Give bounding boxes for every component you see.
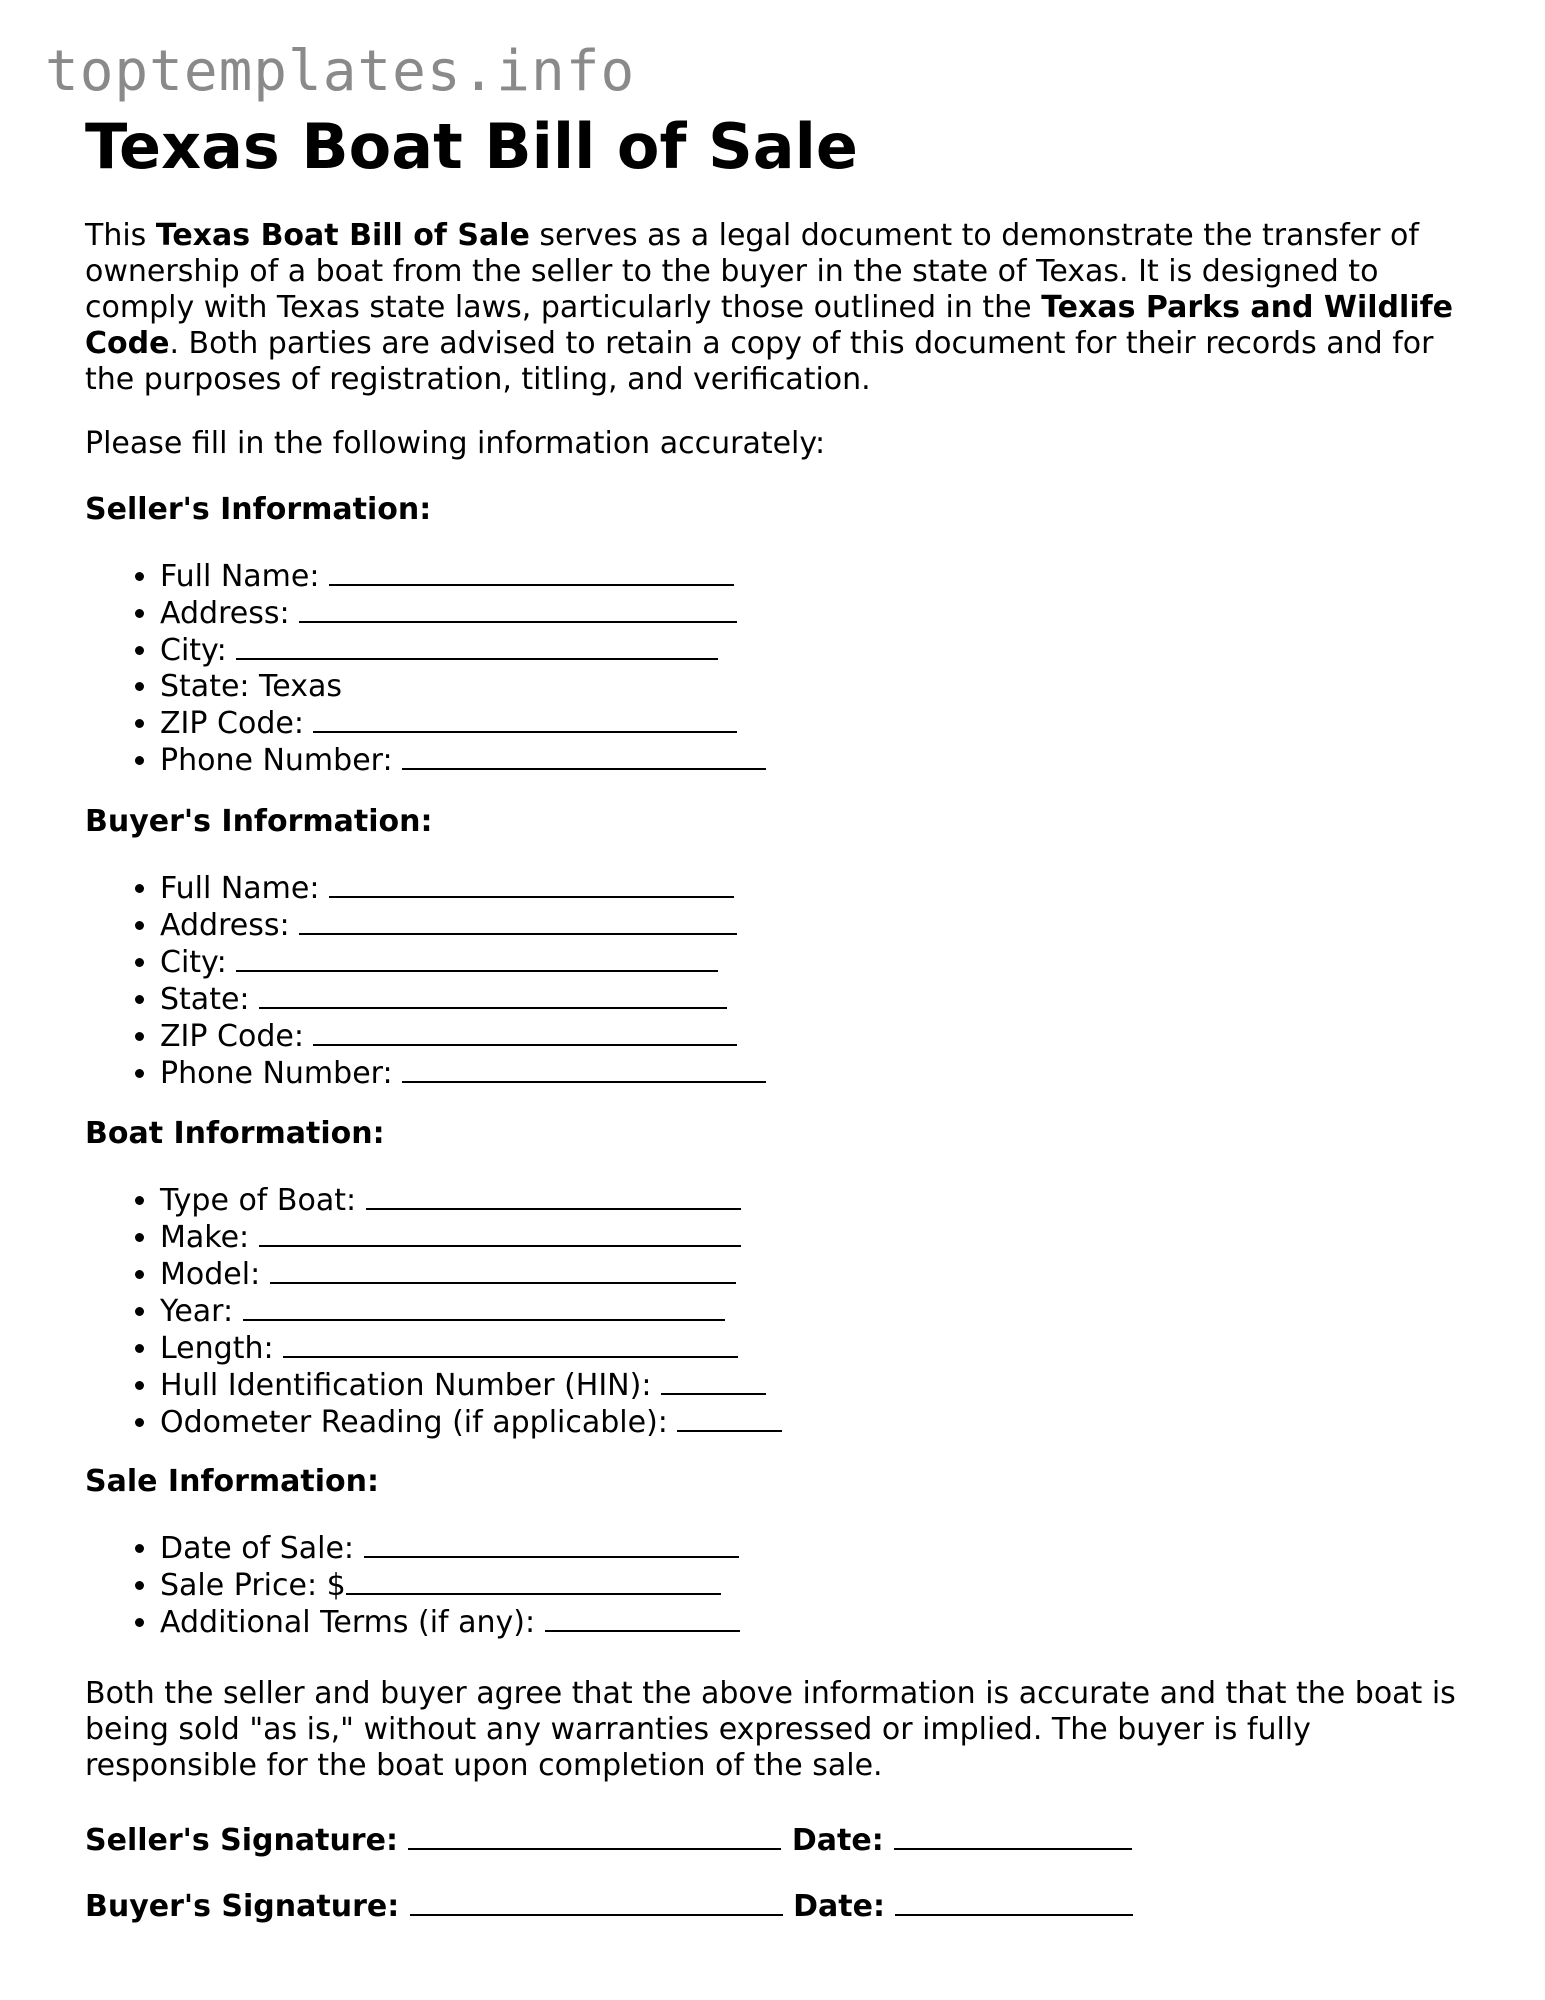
sale-price-field[interactable] — [346, 1567, 721, 1595]
seller-state-item — [160, 669, 1540, 705]
buyer-address-item — [160, 907, 1540, 944]
boat-type-item — [160, 1182, 1540, 1219]
seller-heading: Seller's Information: — [85, 492, 432, 527]
sale-price-item — [160, 1567, 1540, 1604]
buyer-phone-item — [160, 1055, 1540, 1092]
buyer-address-field[interactable] — [299, 907, 737, 935]
seller-date-field[interactable] — [894, 1822, 1132, 1850]
boat-length-item — [160, 1330, 1540, 1367]
field-label: Model: — [160, 1257, 261, 1292]
agreement-paragraph: Both the seller and buyer agree that the above information is accurate and that the boat is being sold "as is," without any warranties expressed or implied. The buyer is fully responsible for the boat upon completion of the sale. — [85, 1676, 1456, 1783]
buyer-date-label: Date: — [793, 1889, 885, 1924]
seller-full-name-field[interactable] — [329, 558, 734, 586]
sale-heading: Sale Information: — [85, 1464, 379, 1499]
document-body — [85, 110, 1465, 1924]
seller-city-item — [160, 632, 1540, 669]
sale-field-list — [85, 1530, 1540, 1641]
field-label: Address: — [160, 596, 290, 631]
seller-full-name-item — [160, 558, 1540, 595]
boat-odometer-field[interactable] — [677, 1404, 782, 1432]
intro-bold-1: Texas Boat Bill of Sale — [155, 218, 530, 253]
buyer-signature-field[interactable] — [410, 1888, 783, 1916]
buyer-state-item — [160, 981, 1540, 1018]
field-label: Length: — [160, 1331, 274, 1366]
field-label: ZIP Code: — [160, 1019, 304, 1054]
field-label: Phone Number: — [160, 1056, 393, 1091]
boat-odometer-item — [160, 1404, 1540, 1441]
buyer-zip-field[interactable] — [313, 1018, 737, 1046]
field-label: Hull Identification Number (HIN): — [160, 1368, 652, 1403]
seller-signature-label: Seller's Signature: — [85, 1823, 398, 1858]
field-label: City: — [160, 945, 227, 980]
intro-text-1: This — [85, 218, 156, 253]
field-label: Date of Sale: — [160, 1531, 355, 1566]
buyer-zip-item — [160, 1018, 1540, 1055]
field-label: State: — [160, 982, 250, 1017]
buyer-full-name-field[interactable] — [329, 870, 734, 898]
buyer-signature-row — [85, 1888, 1465, 1925]
sale-terms-item — [160, 1604, 1540, 1641]
buyer-signature-label: Buyer's Signature: — [85, 1889, 400, 1924]
field-label: Address: — [160, 908, 290, 943]
seller-signature-field[interactable] — [408, 1822, 781, 1850]
seller-zip-field[interactable] — [313, 705, 737, 733]
seller-date-label: Date: — [791, 1823, 884, 1858]
buyer-field-list — [85, 870, 1540, 1092]
field-label: Full Name: — [160, 871, 320, 906]
field-label: Full Name: — [160, 559, 320, 594]
seller-zip-item — [160, 705, 1540, 742]
boat-hin-item — [160, 1367, 1540, 1404]
seller-address-field[interactable] — [299, 595, 737, 623]
intro-bold-2: Texas Parks and Wildlife Code — [85, 290, 1453, 361]
boat-hin-field[interactable] — [661, 1367, 766, 1395]
field-label: Phone Number: — [160, 743, 393, 778]
field-label: Year: — [160, 1294, 234, 1329]
buyer-state-field[interactable] — [259, 981, 727, 1009]
sale-date-item — [160, 1530, 1540, 1567]
boat-type-field[interactable] — [366, 1182, 741, 1210]
sale-terms-field[interactable] — [545, 1604, 740, 1632]
buyer-heading: Buyer's Information: — [85, 804, 433, 839]
buyer-full-name-item — [160, 870, 1540, 907]
boat-length-field[interactable] — [283, 1330, 738, 1358]
watermark: toptemplates.info — [45, 39, 636, 104]
seller-address-item — [160, 595, 1540, 632]
field-label: Type of Boat: — [160, 1183, 357, 1218]
seller-city-field[interactable] — [236, 632, 718, 660]
seller-phone-field[interactable] — [402, 742, 766, 770]
boat-year-field[interactable] — [243, 1293, 725, 1321]
boat-make-field[interactable] — [259, 1219, 741, 1247]
buyer-phone-field[interactable] — [402, 1055, 766, 1083]
field-label: State: Texas — [160, 669, 342, 704]
buyer-date-field[interactable] — [895, 1888, 1133, 1916]
field-label: Sale Price: $ — [160, 1568, 346, 1603]
field-label: Make: — [160, 1220, 250, 1255]
intro-paragraph — [85, 218, 1465, 398]
boat-model-field[interactable] — [270, 1256, 736, 1284]
seller-field-list — [85, 558, 1540, 779]
boat-field-list — [85, 1182, 1540, 1441]
field-label: Additional Terms (if any): — [160, 1605, 536, 1640]
intro-text-3: . Both parties are advised to retain a copy of this document for their records and for the purposes of registration, titling, and verification. — [85, 326, 1434, 397]
field-label: ZIP Code: — [160, 706, 304, 741]
intro-text-2: serves as a legal document to demonstrate the transfer of ownership of a boat from the seller to the buyer in the state of Texas. It is designed to comply with Texas state laws, particularly those outlined in the — [85, 218, 1419, 325]
buyer-city-field[interactable] — [236, 944, 718, 972]
boat-model-item — [160, 1256, 1540, 1293]
boat-year-item — [160, 1293, 1540, 1330]
sale-date-field[interactable] — [364, 1530, 739, 1558]
boat-make-item — [160, 1219, 1540, 1256]
boat-heading: Boat Information: — [85, 1116, 385, 1151]
page-title: Texas Boat Bill of Sale — [85, 110, 858, 183]
instruction-text: Please fill in the following information accurately: — [85, 426, 826, 461]
field-label: Odometer Reading (if applicable): — [160, 1405, 668, 1440]
seller-phone-item — [160, 742, 1540, 779]
buyer-city-item — [160, 944, 1540, 981]
seller-signature-row — [85, 1822, 1465, 1859]
field-label: City: — [160, 633, 227, 668]
